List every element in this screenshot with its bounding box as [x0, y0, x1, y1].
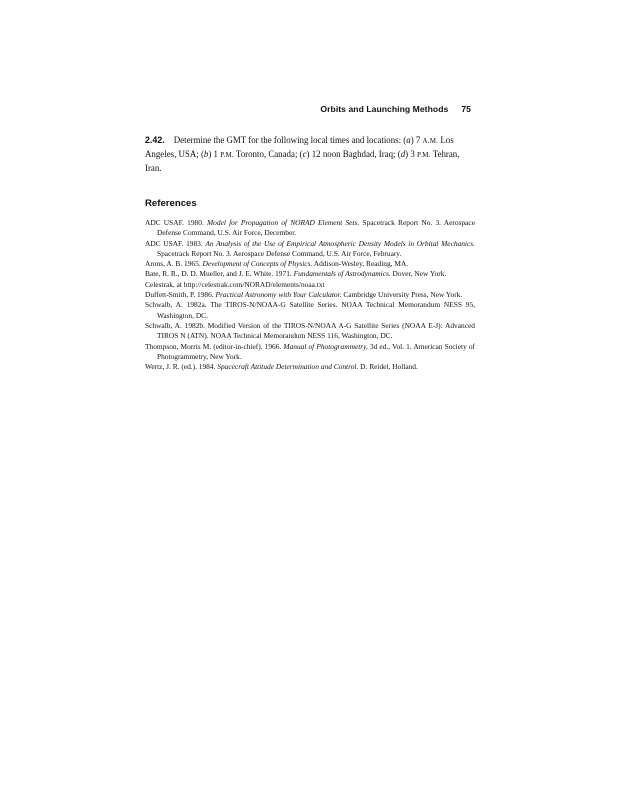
- exercise-text: ) 7: [410, 135, 423, 145]
- reference-entry: [145, 269, 475, 279]
- reference-entry: [145, 342, 475, 363]
- ref-text: Schwalb, A. 1982a. The TIROS-N/NOAA-G Satellite Series. NOAA Technical Memorandum NESS 95, Washington, DC.: [145, 300, 475, 320]
- ref-text: Thompson, Morris M. (editor-in-chief). 1966.: [145, 341, 284, 351]
- ref-text: Schwalb, A. 1982b. Modified Version of the TIROS-N/NOAA A-G Satellite Series (NOAA E-J): Advanced TIROS N (ATN). NOAA Technical Memorandum NESS 116, Washington, DC.: [145, 320, 475, 341]
- ref-text: Arons, A. B. 1965.: [145, 259, 203, 269]
- ref-title: Practical Astronomy with Your Calculator.: [215, 290, 342, 300]
- ref-text: Spacetrack Report No. 3. Aerospace Defense Command, U.S. Air Force, December.: [157, 218, 475, 238]
- ref-title: An Analysis of the Use of Empirical Atmospheric Density Models in Orbital Mechanics.: [205, 238, 475, 248]
- running-header: [320, 104, 471, 114]
- ref-title: Development of Concepts of Physics.: [202, 259, 313, 269]
- ref-text: Wertz, J. R. (ed.). 1984.: [145, 362, 218, 372]
- reference-entry: [145, 321, 475, 342]
- ref-text: ADC USAF. 1980.: [145, 218, 208, 227]
- ref-text: Dover, New York.: [390, 269, 447, 279]
- item-letter-c: c: [302, 149, 307, 160]
- references-list: [145, 218, 475, 372]
- time-suffix: P.M.: [416, 151, 431, 160]
- exercise-text: Los Angeles, USA; (: [145, 135, 454, 160]
- exercise-text: Determine the GMT for the following local times and locations: (: [173, 135, 407, 145]
- reference-entry: [145, 280, 475, 290]
- exercise-text: ) 1: [208, 149, 221, 160]
- ref-title: Manual of Photogrammetry,: [283, 341, 368, 351]
- ref-text: 3d ed., Vol. 1. American Society of Photogrammetry, New York.: [157, 341, 476, 361]
- ref-title: Fundamentals of Astrodynamics.: [293, 269, 391, 279]
- ref-text: Addison-Wesley, Reading, MA.: [312, 259, 409, 269]
- ref-text: Duffett-Smith, P. 1986.: [145, 290, 216, 300]
- exercise-text: ) 3: [405, 149, 417, 160]
- ref-text: D. Reidel, Holland.: [358, 362, 418, 372]
- reference-entry: [145, 218, 475, 239]
- exercise-text: ) 12 noon Baghdad, Iraq; (: [306, 149, 401, 160]
- reference-entry: [145, 239, 475, 260]
- exercise-text: Tehran, Iran.: [145, 149, 460, 174]
- item-letter-a: a: [406, 135, 411, 145]
- ref-text: Celestrak, at http://celestrak.com/NORAD/elements/noaa.txt: [145, 279, 325, 289]
- time-suffix: P.M.: [220, 151, 234, 160]
- ref-text: Cambridge University Press, New York.: [341, 290, 463, 300]
- item-letter-b: b: [203, 149, 209, 160]
- references-heading: References: [145, 198, 197, 209]
- ref-text: Spacetrack Report No. 3. Aerospace Defense Command, U.S. Air Force, February.: [157, 248, 402, 258]
- exercise-number: 2.42.: [145, 135, 165, 145]
- ref-text: ADC USAF. 1983.: [145, 238, 206, 248]
- page-number: 75: [461, 104, 471, 114]
- item-letter-d: d: [400, 149, 406, 160]
- reference-entry: [145, 290, 475, 300]
- running-title: Orbits and Launching Methods: [320, 104, 449, 114]
- exercise-text: Toronto, Canada; (: [233, 149, 303, 160]
- ref-text: Bate, R. R., D. D. Mueller, and J. E. White. 1971.: [145, 269, 294, 279]
- ref-title: Model for Propagation of NORAD Element Sets.: [207, 218, 360, 227]
- reference-entry: [145, 362, 475, 372]
- reference-entry: [145, 259, 475, 269]
- exercise-2-42: [145, 134, 475, 176]
- reference-entry: [145, 300, 475, 321]
- time-suffix: A.M.: [422, 137, 439, 145]
- ref-title: Spacecraft Attitude Determination and Control.: [217, 362, 359, 372]
